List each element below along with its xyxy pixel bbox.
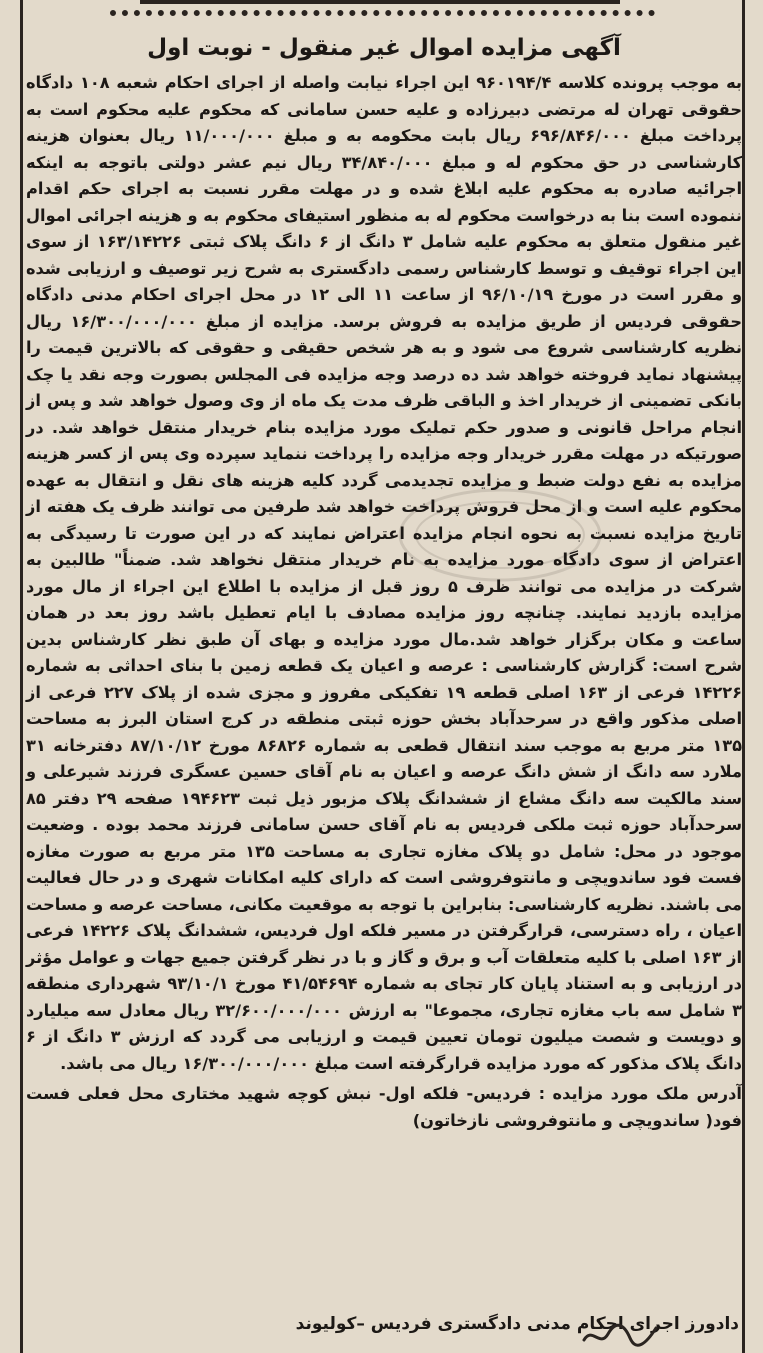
handwritten-signature-icon bbox=[580, 1318, 660, 1350]
top-dotted-border bbox=[110, 10, 655, 16]
right-frame-border bbox=[742, 0, 759, 1353]
notice-body: به موجب پرونده کلاسه ۹۶۰۱۹۴/۴ این اجراء نیابت واصله از اجرای احکام شعبه ۱۰۸ دادگاه حقوقی تهران له مرتضی دبیرزاده و علیه حسن سامانی که محکوم علیه محکوم است به پرداخت مبلغ ۶۹۶/۸۴۶/۰۰۰ ریال بابت محکومه به و مبلغ ۱۱/۰۰۰/۰۰۰ ریال بعنوان هزینه کارشناسی در حق محکوم له و مبلغ ۳۴/۸۴۰/۰۰۰ ریال نیم عشر دولتی باتوجه به اینکه اجرائیه صادره به محکوم علیه ابلاغ شده و در مهلت مقرر نسبت به اجرای حکم اقدام ننموده است بنا به درخواست محکوم له به منظور استیفای محکوم به و هزینه اجرائی اموال غیر منقول متعلق به محکوم علیه شامل ۳ دانگ از ۶ دانگ پلاک ثبتی ۱۶۳/۱۴۲۲۶ از سوی این اجراء توقیف و توسط کارشناس رسمی دادگستری به شرح زیر توصیف و ارزیابی شده و مقرر است در مورخ ۹۶/۱۰/۱۹ از ساعت ۱۱ الی ۱۲ در محل اجرای احکام مدنی دادگاه حقوقی فردیس از طریق مزایده به فروش برسد. مزایده از مبلغ ۱۶/۳۰۰/۰۰۰/۰۰۰ ریال نظریه کارشناسی شروع می شود و به هر شخص حقیقی و حقوقی که بالاترین قیمت را پیشنهاد نماید فروخته خواهد شد ده درصد وجه مزایده فی المجلس بصورت وجه نقد یا چک بانکی تضمینی از خریدار اخذ و الباقی ظرف مدت یک ماه از وی وصول خواهد شد و پس از انجام مراحل قانونی و صدور حکم تملیک مورد مزایده بنام خریدار منتقل خواهد شد. در صورتیکه در مهلت مقرر خریدار وجه مزایده را پرداخت ننماید سپرده وی پس از کسر هزینه مزایده به نفع دولت ضبط و مزایده تجدیدمی گردد کلیه هزینه های نقل و انتقال به عهده محکوم علیه است و از محل فروش پرداخت خواهد شد طرفین می توانند ظرف یک هفته از تاریخ مزایده نسبت به نحوه انجام مزایده اعتراض نمایند که در این صورت تا رسیدگی به اعتراض از سوی دادگاه مورد مزایده به نام خریدار منتقل نخواهد شد. ضمناً" طالبین به شرکت در مزایده می توانند ظرف ۵ روز قبل از مزایده با اطلاع این اجراء از مال مورد مزایده بازدید نمایند. چنانچه روز مزایده مصادف با ایام تعطیل باشد روز بعد در همان ساعت و مکان برگزار خواهد شد.مال مورد مزایده و بهای آن طبق نظر کارشناس بدین شرح است: گزارش کارشناسی : عرصه و اعیان یک قطعه زمین با بنای احداثی به شماره ۱۴۲۲۶ فرعی از ۱۶۳ اصلی قطعه ۱۹ تفکیکی مفروز و مجزی شده از پلاک ۲۲۷ فرعی از اصلی مذکور واقع در سرحدآباد بخش حوزه ثبتی منطقه در کرج استان البرز به مساحت ۱۳۵ متر مربع به موجب سند انتقال قطعی به شماره ۸۶۸۲۶ مورخ ۸۷/۱۰/۱۲ دفترخانه ۳۱ ملارد سه دانگ از شش دانگ عرصه و اعیان به نام آقای حسین عسگری فرزند شیرعلی و سند مالکیت سه دانگ مشاع از ششدانگ پلاک مزبور ذیل ثبت ۱۹۴۶۲۳ صفحه ۲۹ دفتر ۸۵ سرحدآباد حوزه ثبت ملکی فردیس به نام آقای حسن سامانی فرزند محمد بوده . وضعیت موجود در محل: شامل دو پلاک مغازه تجاری به مساحت ۱۳۵ متر مربع به صورت مغازه فست فود ساندویچی و مانتوفروشی است که دارای کلیه امکانات شهری و در حال فعالیت می باشند. نظریه کارشناسی: بنابراین با توجه به موقعیت مکانی، مساحت عرصه و مساحت اعیان ، راه دسترسی، قرارگرفتن در مسیر فلکه اول فردیس، ششدانگ پلاک ۱۴۲۲۶ فرعی از ۱۶۳ اصلی با کلیه متعلقات آب و برق و گاز و با در نظر گرفتن جمیع جهات و عوامل مؤثر در ارزیابی و به استناد پایان کار تجای به شماره ۴۱/۵۴۶۹۴ مورخ ۹۳/۱۰/۱ شهرداری منطقه ۳ شامل سه باب مغازه تجاری، مجموعا" به ارزش ۳۲/۶۰۰/۰۰۰/۰۰۰ ریال معادل سه میلیارد و دویست و شصت میلیون تومان تعیین قیمت و ارزیابی می گردد که ارزش ۳ دانگ از ۶ دانگ پلاک مذکور که مورد مزایده قرارگرفته است مبلغ ۱۶/۳۰۰/۰۰۰/۰۰۰ ریال می باشد. bbox=[26, 73, 743, 1073]
notice-content bbox=[26, 30, 742, 1134]
left-frame-border bbox=[6, 0, 23, 1353]
notice-title: آگهی مزایده اموال غیر منقول - نوبت اول bbox=[147, 35, 621, 61]
property-address: آدرس ملک مورد مزایده : فردیس- فلکه اول- نبش کوچه شهید مختاری محل فعلی فست فود( ساندویچی و مانتوفروشی نازخاتون) bbox=[26, 1084, 742, 1130]
top-border-rule bbox=[140, 0, 620, 4]
signature-line: دادورز اجرای احکام مدنی دادگستری فردیس –کولیوند bbox=[295, 1314, 739, 1334]
